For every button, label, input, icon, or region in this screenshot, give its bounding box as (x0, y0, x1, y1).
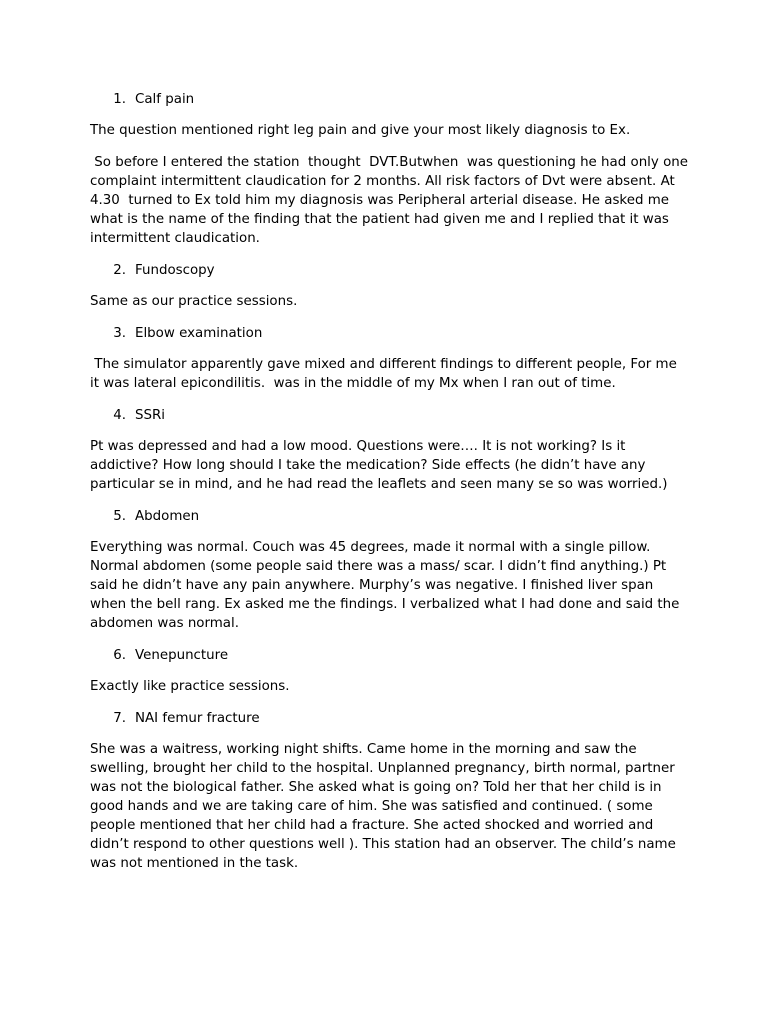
section-heading: NAI femur fracture (135, 711, 260, 726)
list-item-nai-femur-fracture (90, 709, 690, 728)
list-item-venepuncture (90, 646, 690, 665)
section-heading: Elbow examination (135, 326, 263, 341)
list-number: 7. (113, 711, 126, 726)
list-number: 4. (113, 408, 126, 423)
paragraph: She was a waitress, working night shifts. Came home in the morning and saw the swelling, brought her child to the hospital. Unplanned pregnancy, birth normal, partner was not the biological father. She asked what is going on? Told her that her child is in good hands and we are taking care of him. She was satisfied and continued. ( some people mentioned that her child had a fracture. She acted shocked and worried and didn’t respond to other questions well ). This station had an observer. The child’s name was not mentioned in the task. (90, 742, 676, 871)
list-number: 6. (113, 648, 126, 663)
list-item-elbow-examination (90, 324, 690, 343)
list-number: 2. (113, 263, 126, 278)
paragraph: So before I entered the station thought DVT.Butwhen was questioning he had only one complaint intermittent claudication for 2 months. All risk factors of Dvt were absent. At 4.30 turned to Ex told him my diagnosis was Peripheral arterial disease. He asked me what is the name of the finding that the patient had given me and I replied that it was intermittent claudication. (90, 155, 693, 246)
paragraph: The question mentioned right leg pain and give your most likely diagnosis to Ex. (90, 123, 631, 138)
list-number: 3. (113, 326, 126, 341)
section-heading: Calf pain (135, 92, 195, 107)
list-item-ssri (90, 406, 690, 425)
section-heading: Abdomen (135, 509, 200, 524)
list-number: 5. (113, 509, 126, 524)
section-heading: Fundoscopy (135, 263, 215, 278)
list-item-abdomen (90, 507, 690, 526)
paragraph: Everything was normal. Couch was 45 degrees, made it normal with a single pillow. Normal abdomen (some people said there was a mass/ scar. I didn’t find anything.) Pt said he didn’t have any pain anywhere. Murphy’s was negative. I finished liver span when the bell rang. Ex asked me the findings. I verbalized what I had done and said the abdomen was normal. (90, 540, 680, 631)
section-heading: Venepuncture (135, 648, 229, 663)
paragraph: Pt was depressed and had a low mood. Questions were…. It is not working? Is it addictive? How long should I take the medication? Side effects (he didn’t have any particular se in mind, and he had read the leaflets and seen many se so was worried.) (90, 439, 668, 492)
section-heading: SSRi (135, 408, 166, 423)
paragraph: Same as our practice sessions. (90, 294, 298, 309)
paragraph: The simulator apparently gave mixed and different findings to different people, For me it was lateral epicondilitis. was in the middle of my Mx when I ran out of time. (90, 357, 682, 391)
paragraph: Exactly like practice sessions. (90, 679, 290, 694)
list-item-calf-pain (90, 90, 690, 109)
list-item-fundoscopy (90, 261, 690, 280)
document-page (90, 90, 693, 886)
list-number: 1. (113, 92, 126, 107)
